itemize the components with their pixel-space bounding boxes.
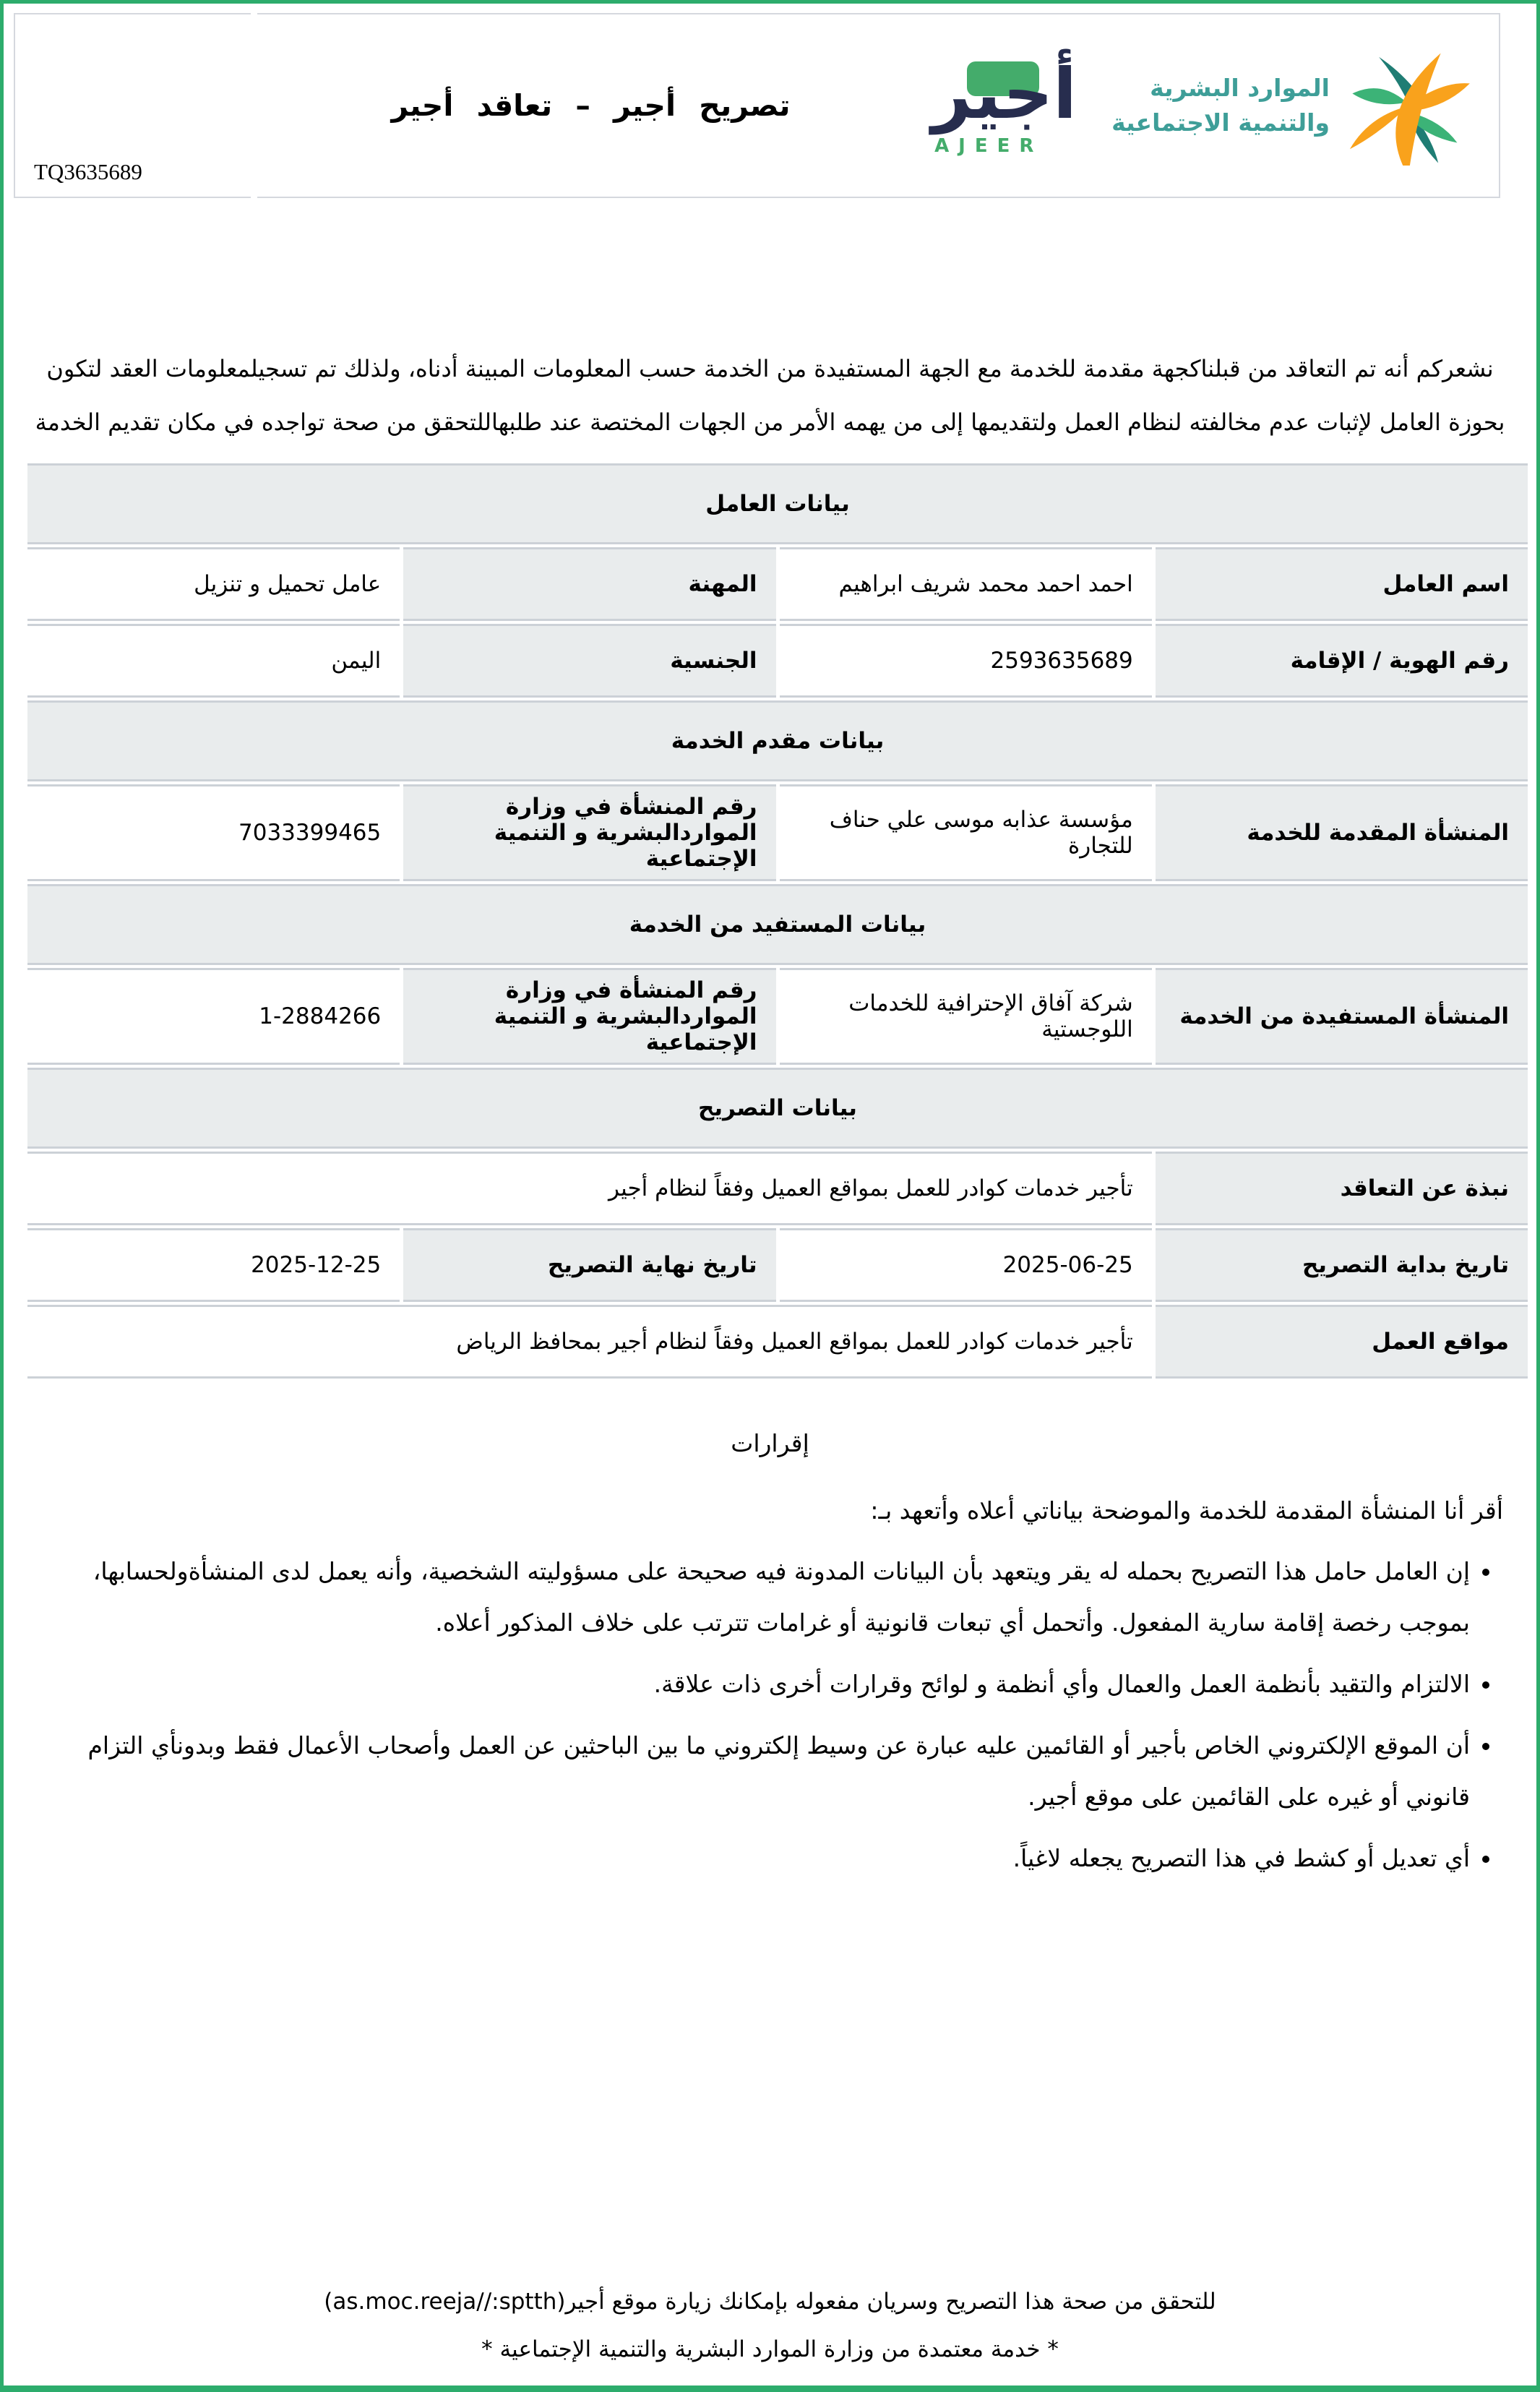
end-date-value: 2025-12-25: [27, 1228, 400, 1302]
permit-number: TQ3635689: [34, 159, 142, 184]
ministry-name-line1: الموارد البشرية: [1150, 74, 1330, 103]
worker-name-label: اسم العامل: [1156, 547, 1528, 621]
declaration-item: • إن العامل حامل هذا التصريح بحمله له يقر ويتعهد بأن البيانات المدونة فيه صحيحة على مسؤوليته الشخصية، وأنه يعمل لدى المنشأةولحسابها، بموجب رخصة إقامة سارية المفعول. وأتحمل أي تبعات قانونية أو غرامات تترتب على خلاف المذكور أعلاه.: [54, 1546, 1470, 1649]
provider-number-label: رقم المنشأة في وزارة المواردالبشرية و التنمية الإجتماعية: [403, 784, 775, 881]
permit-section-row: [27, 1068, 1528, 1149]
table-row: [27, 1152, 1528, 1225]
ministry-logo: [1111, 46, 1473, 166]
ajeer-arabic-wordmark: [932, 54, 1077, 134]
title-and-logos-box: [257, 13, 1500, 198]
intro-paragraph: نشعركم أنه تم التعاقد من قبلناكجهة مقدمة للخدمة مع الجهة المستفيدة من الخدمة حسب المعلومات المبينة أدناه، ولذلك تم تسجيلمعلومات العقد لتكون بحوزة العامل لإثبات عدم مخالفته لنظام العمل ولتقديمها إلى من يهمه الأمر من الجهات المختصة عند طلبهاللتحقق من صحة تواجده في مكان تقديم الخدمة: [35, 355, 1505, 436]
ministry-palm-emblem-icon: [1346, 46, 1473, 166]
worker-name-value: احمد احمد محمد شريف ابراهيم: [780, 547, 1152, 621]
profession-value: عامل تحميل و تنزيل: [27, 547, 400, 621]
page-title: تصريح أجير – تعاقد أجير: [391, 88, 791, 123]
end-date-label: تاريخ نهاية التصريح: [403, 1228, 775, 1302]
work-locations-label: مواقع العمل: [1156, 1305, 1528, 1379]
provider-name-label: المنشأة المقدمة للخدمة: [1156, 784, 1528, 881]
permit-section-header: بيانات التصريح: [27, 1068, 1528, 1149]
ajeer-logo: [932, 54, 1077, 157]
nationality-label: الجنسية: [403, 624, 775, 698]
declarations-intro: أقر أنا المنشأة المقدمة للخدمة والموضحة بياناتي أعلاه وأتعهد بـ:: [870, 1496, 1503, 1525]
ajeer-arabic-text: أجير: [932, 53, 1077, 134]
work-locations-value: تأجير خدمات كوادر للعمل بمواقع العميل وفقاً لنظام أجير بمحافظ الرياض: [27, 1305, 1152, 1379]
permit-number-box: [14, 13, 251, 198]
provider-number-value: 7033399465: [27, 784, 400, 881]
permit-info-table: [24, 460, 1531, 1381]
start-date-value: 2025-06-25: [780, 1228, 1152, 1302]
table-row: [27, 968, 1528, 1065]
declarations-title: إقرارات: [731, 1429, 809, 1458]
worker-section-row: [27, 463, 1528, 544]
declaration-item: • أي تعديل أو كشط في هذا التصريح يجعله لاغياً.: [54, 1833, 1470, 1885]
id-number-value: 2593635689: [780, 624, 1152, 698]
document-header: [14, 13, 1500, 198]
table-row: [27, 1305, 1528, 1379]
beneficiary-number-value: 1-2884266: [27, 968, 400, 1065]
beneficiary-name-value: شركة آفاق الإحترافية للخدمات اللوجستية: [780, 968, 1152, 1065]
title-area: [257, 88, 924, 123]
declarations-list: [54, 1546, 1503, 1885]
beneficiary-name-label: المنشأة المستفيدة من الخدمة: [1156, 968, 1528, 1065]
footer-verify-text: للتحقق من صحة هذا التصريح وسريان مفعوله بإمكانك زيارة موقع أجير(as.moc.reeja//:sptth): [324, 2288, 1216, 2315]
ajeer-latin-wordmark: AJEER: [934, 135, 1044, 158]
contract-brief-label: نبذة عن التعاقد: [1156, 1152, 1528, 1225]
provider-section-row: [27, 700, 1528, 781]
table-row: [27, 784, 1528, 881]
table-row: [27, 624, 1528, 698]
nationality-value: اليمن: [27, 624, 400, 698]
provider-section-header: بيانات مقدم الخدمة: [27, 700, 1528, 781]
worker-section-header: بيانات العامل: [27, 463, 1528, 544]
document-footer: [4, 2278, 1536, 2374]
declaration-item: • الالتزام والتقيد بأنظمة العمل والعمال وأي أنظمة و لوائح وقرارات أخرى ذات علاقة.: [54, 1659, 1470, 1710]
id-number-label: رقم الهوية / الإقامة: [1156, 624, 1528, 698]
ministry-name-line2: والتنمية الاجتماعية: [1111, 108, 1330, 137]
contract-brief-value: تأجير خدمات كوادر للعمل بمواقع العميل وفقاً لنظام أجير: [27, 1152, 1152, 1225]
footer-approved-text: * خدمة معتمدة من وزارة الموارد البشرية والتنمية الإجتماعية *: [481, 2336, 1059, 2363]
beneficiary-section-row: [27, 884, 1528, 965]
profession-label: المهنة: [403, 547, 775, 621]
beneficiary-number-label: رقم المنشأة في وزارة المواردالبشرية و التنمية الإجتماعية: [403, 968, 775, 1065]
start-date-label: تاريخ بداية التصريح: [1156, 1228, 1528, 1302]
table-row: [27, 547, 1528, 621]
declaration-item: • أن الموقع الإلكتروني الخاص بأجير أو القائمين عليه عبارة عن وسيط إلكتروني ما بين الباحثين عن العمل وأصحاب الأعمال فقط وبدونأي التزام قانوني أو غيره على القائمين على موقع أجير.: [54, 1720, 1470, 1823]
provider-name-value: مؤسسة عذابه موسى علي حناف للتجارة: [780, 784, 1152, 881]
ministry-name: [1111, 71, 1330, 140]
table-row: [27, 1228, 1528, 1302]
beneficiary-section-header: بيانات المستفيد من الخدمة: [27, 884, 1528, 965]
